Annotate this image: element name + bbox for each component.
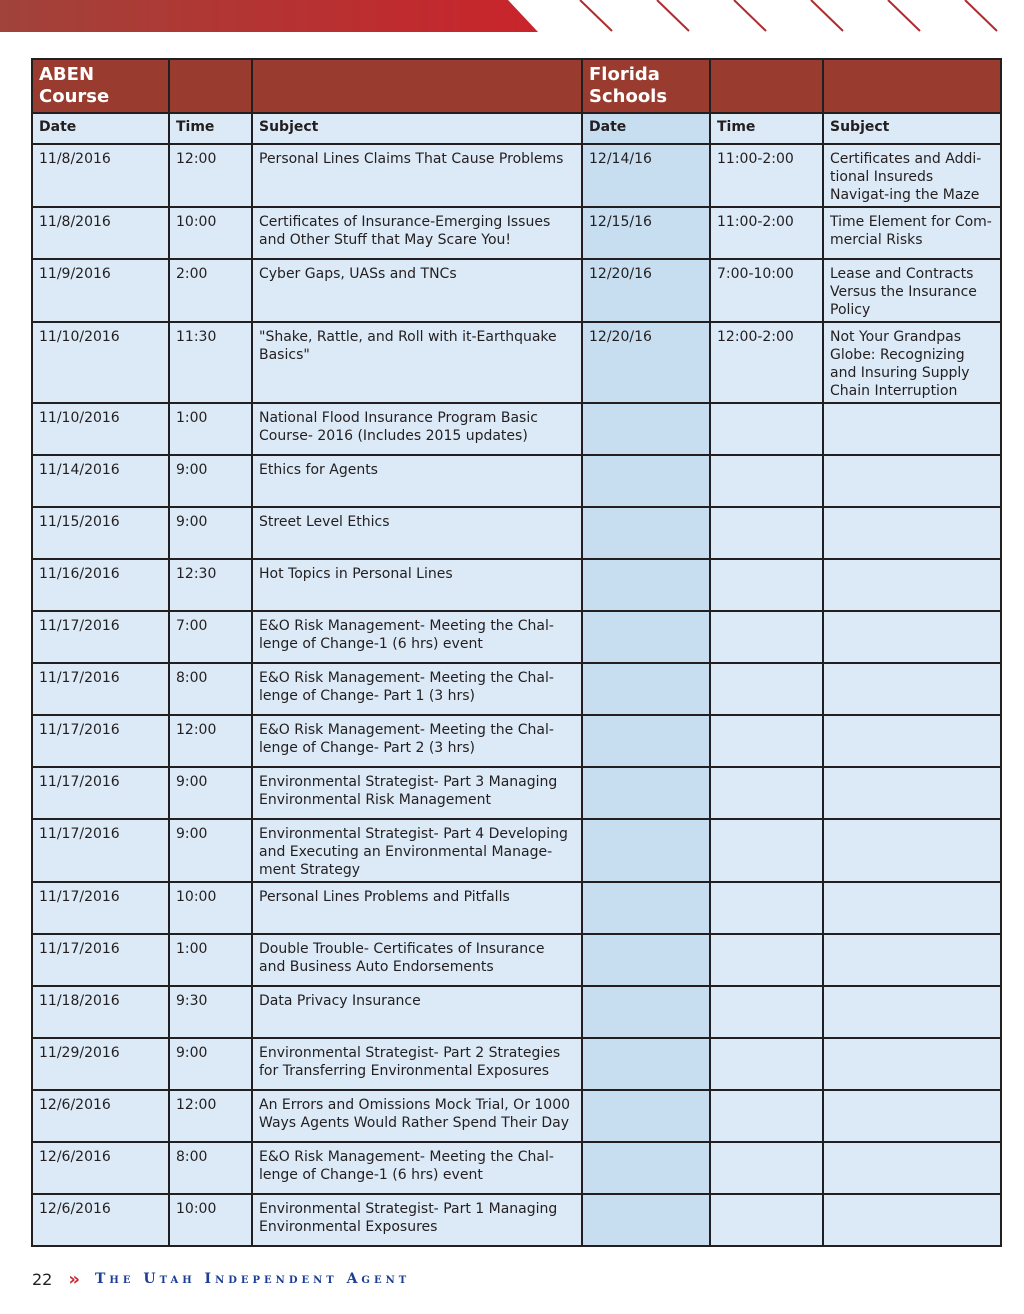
cell-florida-date bbox=[582, 819, 710, 882]
cell-subject: Street Level Ethics bbox=[252, 507, 582, 559]
cell-florida-time bbox=[710, 986, 823, 1038]
cell-time: 12:00 bbox=[169, 144, 252, 207]
column-header-date: Date bbox=[32, 113, 169, 144]
cell-subject: Data Privacy Insurance bbox=[252, 986, 582, 1038]
florida-schools-header: Florida Schools bbox=[582, 59, 710, 113]
cell-florida-time: 11:00-2:00 bbox=[710, 144, 823, 207]
cell-date: 11/15/2016 bbox=[32, 507, 169, 559]
cell-florida-date bbox=[582, 611, 710, 663]
column-header-florida-date: Date bbox=[582, 113, 710, 144]
cell-florida-time bbox=[710, 403, 823, 455]
cell-date: 11/9/2016 bbox=[32, 259, 169, 322]
cell-florida-subject bbox=[823, 455, 1001, 507]
cell-florida-date bbox=[582, 663, 710, 715]
table-row bbox=[32, 455, 1001, 507]
cell-florida-subject bbox=[823, 882, 1001, 934]
cell-florida-date bbox=[582, 934, 710, 986]
cell-date: 11/14/2016 bbox=[32, 455, 169, 507]
table-row bbox=[32, 882, 1001, 934]
cell-time: 8:00 bbox=[169, 663, 252, 715]
group-header-blank bbox=[710, 59, 823, 113]
table-row bbox=[32, 986, 1001, 1038]
cell-florida-subject bbox=[823, 767, 1001, 819]
cell-date: 11/8/2016 bbox=[32, 207, 169, 259]
cell-florida-subject bbox=[823, 819, 1001, 882]
cell-florida-subject bbox=[823, 1194, 1001, 1246]
cell-subject: Personal Lines Problems and Pitfalls bbox=[252, 882, 582, 934]
cell-florida-subject bbox=[823, 1090, 1001, 1142]
course-schedule-table bbox=[31, 58, 1002, 1247]
chevron-icon: » bbox=[68, 1268, 77, 1290]
table-row bbox=[32, 1194, 1001, 1246]
cell-florida-date bbox=[582, 507, 710, 559]
cell-florida-date: 12/14/16 bbox=[582, 144, 710, 207]
cell-subject: Environmental Strategist- Part 4 Developing and Executing an Environmental Manage-ment Strategy bbox=[252, 819, 582, 882]
cell-subject: E&O Risk Management- Meeting the Chal-lenge of Change- Part 1 (3 hrs) bbox=[252, 663, 582, 715]
cell-subject: An Errors and Omissions Mock Trial, Or 1000 Ways Agents Would Rather Spend Their Day bbox=[252, 1090, 582, 1142]
table-row bbox=[32, 934, 1001, 986]
cell-florida-subject bbox=[823, 559, 1001, 611]
cell-date: 12/6/2016 bbox=[32, 1142, 169, 1194]
cell-florida-subject bbox=[823, 663, 1001, 715]
table-row bbox=[32, 819, 1001, 882]
group-header-blank bbox=[169, 59, 252, 113]
table-row bbox=[32, 207, 1001, 259]
cell-subject: Environmental Strategist- Part 2 Strategies for Transferring Environmental Exposures bbox=[252, 1038, 582, 1090]
cell-florida-date bbox=[582, 1194, 710, 1246]
cell-subject: "Shake, Rattle, and Roll with it-Earthquake Basics" bbox=[252, 322, 582, 403]
cell-time: 1:00 bbox=[169, 403, 252, 455]
table-row bbox=[32, 1038, 1001, 1090]
schedule-body bbox=[32, 144, 1001, 1246]
cell-florida-date: 12/20/16 bbox=[582, 322, 710, 403]
column-header-time: Time bbox=[169, 113, 252, 144]
cell-florida-time bbox=[710, 819, 823, 882]
cell-florida-time bbox=[710, 1038, 823, 1090]
cell-date: 11/17/2016 bbox=[32, 611, 169, 663]
table-row bbox=[32, 1142, 1001, 1194]
cell-florida-subject bbox=[823, 715, 1001, 767]
group-header-blank bbox=[252, 59, 582, 113]
cell-florida-time: 7:00-10:00 bbox=[710, 259, 823, 322]
table-row bbox=[32, 767, 1001, 819]
cell-subject: National Flood Insurance Program Basic Course- 2016 (Includes 2015 updates) bbox=[252, 403, 582, 455]
table-row bbox=[32, 559, 1001, 611]
cell-time: 12:00 bbox=[169, 715, 252, 767]
cell-florida-subject bbox=[823, 1142, 1001, 1194]
table-row bbox=[32, 1090, 1001, 1142]
table-row bbox=[32, 507, 1001, 559]
cell-date: 11/17/2016 bbox=[32, 934, 169, 986]
cell-subject: Environmental Strategist- Part 1 Managing Environmental Exposures bbox=[252, 1194, 582, 1246]
cell-subject: Ethics for Agents bbox=[252, 455, 582, 507]
cell-florida-subject: Not Your Grandpas Globe: Recognizing and Insuring Supply Chain Interruption bbox=[823, 322, 1001, 403]
cell-florida-subject bbox=[823, 403, 1001, 455]
cell-florida-date bbox=[582, 1142, 710, 1194]
cell-date: 11/17/2016 bbox=[32, 715, 169, 767]
cell-time: 9:00 bbox=[169, 455, 252, 507]
cell-time: 9:00 bbox=[169, 767, 252, 819]
cell-florida-date: 12/20/16 bbox=[582, 259, 710, 322]
cell-date: 11/8/2016 bbox=[32, 144, 169, 207]
cell-date: 12/6/2016 bbox=[32, 1194, 169, 1246]
cell-subject: Cyber Gaps, UASs and TNCs bbox=[252, 259, 582, 322]
column-header-florida-subject: Subject bbox=[823, 113, 1001, 144]
cell-time: 12:00 bbox=[169, 1090, 252, 1142]
table-row bbox=[32, 144, 1001, 207]
cell-date: 12/6/2016 bbox=[32, 1090, 169, 1142]
aben-course-header: ABEN Course bbox=[32, 59, 169, 113]
cell-subject: Certificates of Insurance-Emerging Issues and Other Stuff that May Scare You! bbox=[252, 207, 582, 259]
cell-time: 7:00 bbox=[169, 611, 252, 663]
cell-florida-time bbox=[710, 507, 823, 559]
cell-florida-time bbox=[710, 559, 823, 611]
cell-florida-subject: Certificates and Addi-tional Insureds Navigat-ing the Maze bbox=[823, 144, 1001, 207]
table-row bbox=[32, 611, 1001, 663]
header-graphic bbox=[0, 0, 1024, 32]
cell-florida-time bbox=[710, 611, 823, 663]
cell-date: 11/17/2016 bbox=[32, 663, 169, 715]
cell-subject: E&O Risk Management- Meeting the Chal-lenge of Change-1 (6 hrs) event bbox=[252, 611, 582, 663]
group-header-row bbox=[32, 59, 1001, 113]
cell-florida-date bbox=[582, 882, 710, 934]
cell-florida-time bbox=[710, 767, 823, 819]
cell-florida-time: 11:00-2:00 bbox=[710, 207, 823, 259]
cell-time: 1:00 bbox=[169, 934, 252, 986]
cell-time: 9:30 bbox=[169, 986, 252, 1038]
cell-subject: Double Trouble- Certificates of Insurance and Business Auto Endorsements bbox=[252, 934, 582, 986]
table-row bbox=[32, 715, 1001, 767]
cell-date: 11/10/2016 bbox=[32, 322, 169, 403]
cell-florida-date bbox=[582, 715, 710, 767]
cell-florida-date bbox=[582, 455, 710, 507]
cell-time: 2:00 bbox=[169, 259, 252, 322]
table-row bbox=[32, 259, 1001, 322]
cell-florida-time bbox=[710, 663, 823, 715]
cell-florida-subject bbox=[823, 611, 1001, 663]
cell-time: 8:00 bbox=[169, 1142, 252, 1194]
cell-florida-date bbox=[582, 986, 710, 1038]
column-header-row bbox=[32, 113, 1001, 144]
group-header-blank bbox=[823, 59, 1001, 113]
cell-florida-subject bbox=[823, 1038, 1001, 1090]
cell-florida-subject bbox=[823, 934, 1001, 986]
cell-date: 11/29/2016 bbox=[32, 1038, 169, 1090]
cell-time: 9:00 bbox=[169, 507, 252, 559]
cell-date: 11/10/2016 bbox=[32, 403, 169, 455]
cell-florida-time bbox=[710, 882, 823, 934]
cell-florida-date bbox=[582, 1090, 710, 1142]
cell-florida-time bbox=[710, 715, 823, 767]
cell-time: 12:30 bbox=[169, 559, 252, 611]
cell-time: 10:00 bbox=[169, 207, 252, 259]
cell-time: 9:00 bbox=[169, 1038, 252, 1090]
cell-time: 10:00 bbox=[169, 882, 252, 934]
cell-subject: Hot Topics in Personal Lines bbox=[252, 559, 582, 611]
cell-time: 9:00 bbox=[169, 819, 252, 882]
column-header-florida-time: Time bbox=[710, 113, 823, 144]
cell-date: 11/16/2016 bbox=[32, 559, 169, 611]
top-decorative-band bbox=[0, 0, 1024, 32]
cell-florida-time bbox=[710, 934, 823, 986]
cell-florida-time bbox=[710, 1142, 823, 1194]
cell-florida-time bbox=[710, 1090, 823, 1142]
cell-florida-time bbox=[710, 1194, 823, 1246]
cell-date: 11/17/2016 bbox=[32, 767, 169, 819]
cell-florida-date: 12/15/16 bbox=[582, 207, 710, 259]
table-row bbox=[32, 322, 1001, 403]
cell-florida-subject bbox=[823, 507, 1001, 559]
cell-subject: E&O Risk Management- Meeting the Chal-lenge of Change-1 (6 hrs) event bbox=[252, 1142, 582, 1194]
table-row bbox=[32, 663, 1001, 715]
cell-subject: E&O Risk Management- Meeting the Chal-lenge of Change- Part 2 (3 hrs) bbox=[252, 715, 582, 767]
cell-date: 11/17/2016 bbox=[32, 882, 169, 934]
column-header-subject: Subject bbox=[252, 113, 582, 144]
cell-subject: Environmental Strategist- Part 3 Managing Environmental Risk Management bbox=[252, 767, 582, 819]
cell-subject: Personal Lines Claims That Cause Problems bbox=[252, 144, 582, 207]
table-row bbox=[32, 403, 1001, 455]
page-footer bbox=[32, 1266, 410, 1292]
cell-florida-subject: Time Element for Com-mercial Risks bbox=[823, 207, 1001, 259]
cell-florida-time bbox=[710, 455, 823, 507]
cell-date: 11/18/2016 bbox=[32, 986, 169, 1038]
cell-florida-subject bbox=[823, 986, 1001, 1038]
cell-florida-date bbox=[582, 559, 710, 611]
publication-title: The Utah Independent Agent bbox=[95, 1271, 411, 1287]
cell-florida-date bbox=[582, 1038, 710, 1090]
cell-florida-time: 12:00-2:00 bbox=[710, 322, 823, 403]
cell-date: 11/17/2016 bbox=[32, 819, 169, 882]
cell-florida-date bbox=[582, 767, 710, 819]
cell-time: 11:30 bbox=[169, 322, 252, 403]
cell-florida-date bbox=[582, 403, 710, 455]
page-number: 22 bbox=[32, 1269, 53, 1289]
cell-florida-subject: Lease and Contracts Versus the Insurance Policy bbox=[823, 259, 1001, 322]
cell-time: 10:00 bbox=[169, 1194, 252, 1246]
